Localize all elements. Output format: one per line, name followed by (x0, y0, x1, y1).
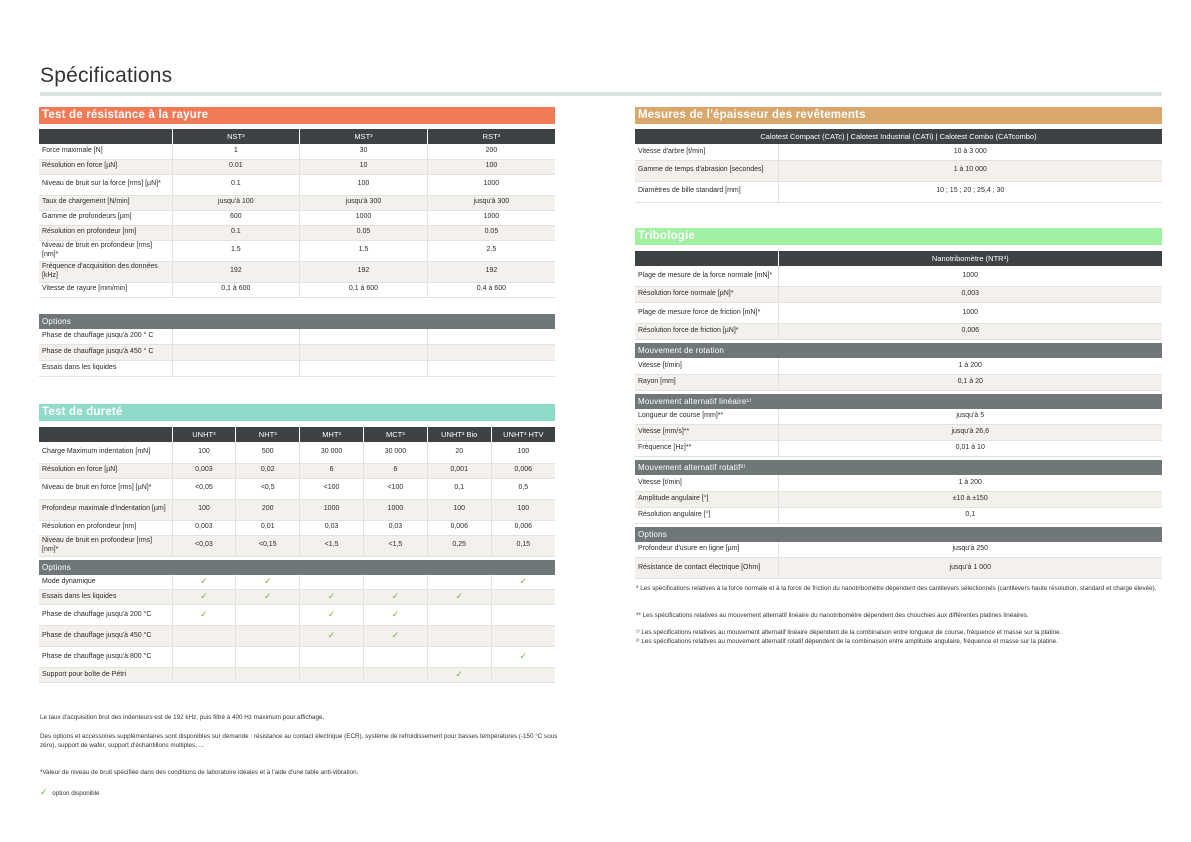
check-icon: ✓ (391, 590, 400, 601)
cell-value: 1000 (363, 499, 427, 520)
empty-cell (172, 361, 300, 377)
row-label: Taux de chargement [N/min] (39, 195, 172, 210)
scratch-options-title: Options (39, 314, 555, 329)
cell-value: jusqu'à 250 (778, 542, 1162, 558)
row-label: Vitesse [mm/s]** (635, 425, 778, 441)
option-label: Mode dynamique (39, 575, 172, 590)
note-noise: *Valeur de niveau de bruit spécifiée dans des conditions de laboratoire idéales et à l'aide d'une table anti-vibration. (40, 769, 359, 776)
table-row (39, 195, 555, 210)
check-icon: ✓ (200, 590, 208, 601)
row-label: Résolution force de friction [µN]* (635, 324, 778, 340)
cell-value: jusqu'à 5 (778, 409, 1162, 425)
cell-value: 30 000 (363, 442, 427, 463)
cell-value: 0,1 (427, 478, 491, 499)
option-cell (236, 590, 300, 605)
cell-value: 100 (172, 442, 236, 463)
coating-table (635, 129, 1162, 203)
cell-value: jusqu'à 300 (300, 195, 428, 210)
check-icon: ✓ (327, 629, 336, 640)
cell-value: 0,001 (427, 463, 491, 478)
tribology-group-title: Mouvement de rotation (635, 343, 1162, 358)
row-label: Vitesse de rayure [mm/min] (39, 282, 172, 297)
table-row (39, 647, 555, 668)
table-row (635, 542, 1162, 558)
tribology-group-table (635, 358, 1162, 391)
empty-cell (427, 361, 555, 377)
cell-value: 0,4 à 600 (427, 282, 555, 297)
option-cell (363, 590, 427, 605)
cell-value: 1 à 200 (778, 475, 1162, 491)
legend-label: option disponible (52, 790, 100, 797)
table-row (635, 409, 1162, 425)
table-row (39, 144, 555, 159)
option-cell (300, 590, 364, 605)
cell-value: <1,5 (300, 535, 364, 556)
option-cell (236, 626, 300, 647)
tribology-group-table (635, 266, 1162, 341)
note-tribo-2: ** Les spécifications relatives au mouvement alternatif linéaire du nanotribomètre dépendent des chouchies aux différentes platines linéaires. (636, 612, 1029, 619)
table-row (39, 520, 555, 535)
column-header: UNHT³ Bio (427, 427, 491, 442)
table-row (635, 475, 1162, 491)
empty-cell (427, 329, 555, 345)
tribology-header-table (635, 251, 1162, 266)
cell-value: 0,006 (491, 520, 555, 535)
cell-value: 0,006 (491, 463, 555, 478)
cell-value: 10 (300, 159, 428, 174)
row-label: Fréquence d'acquisition des données [kHz] (39, 261, 172, 282)
column-header: MHT³ (300, 427, 364, 442)
hardness-options-table (39, 575, 555, 684)
cell-value: 0.1 (172, 174, 300, 195)
option-cell (300, 647, 364, 668)
cell-value: 0,006 (427, 520, 491, 535)
table-row (39, 442, 555, 463)
table-row (39, 345, 555, 361)
cell-value: jusqu'à 1 000 (778, 558, 1162, 579)
row-label: Profondeur maximale d'indentation [µm] (39, 499, 172, 520)
table-row (39, 463, 555, 478)
table-row (635, 441, 1162, 457)
option-label: Essais dans les liquides (39, 590, 172, 605)
cell-value: <100 (300, 478, 364, 499)
option-cell (491, 647, 555, 668)
row-label: Diamètres de bille standard [mm] (635, 181, 778, 202)
option-cell (427, 590, 491, 605)
row-label: Force maximale [N] (39, 144, 172, 159)
cell-value: 1000 (427, 210, 555, 225)
tribology-section-title: Tribologie (635, 228, 1162, 245)
option-cell (172, 605, 236, 626)
legend (40, 788, 240, 798)
right-column (635, 107, 1162, 579)
cell-value: 1 (172, 144, 300, 159)
coating-header: Calotest Compact (CATc) | Calotest Industrial (CATi) | Calotest Combo (CATcombo) (635, 129, 1162, 144)
row-label: Plage de mesure force de friction [mN]* (635, 303, 778, 324)
cell-value: jusqu'à 100 (172, 195, 300, 210)
option-cell (491, 605, 555, 626)
tribology-group-table (635, 409, 1162, 458)
cell-value: 0,01 à 10 (778, 441, 1162, 457)
empty-cell (172, 345, 300, 361)
cell-value: 1000 (427, 174, 555, 195)
tribology-group-table (635, 475, 1162, 524)
option-cell (427, 605, 491, 626)
note-acquisition: Le taux d'acquisition brut des indenteurs est de 192 kHz, puis filtré à 400 Hz maximum pour affichage. (40, 714, 325, 721)
tribology-group-title: Options (635, 527, 1162, 542)
cell-value: 500 (236, 442, 300, 463)
hardness-section-title: Test de dureté (39, 404, 555, 421)
option-cell (427, 626, 491, 647)
option-cell (172, 668, 236, 683)
cell-value: 2.5 (427, 240, 555, 261)
cell-value: 6 (300, 463, 364, 478)
row-label: Profondeur d'usure en ligne [µm] (635, 542, 778, 558)
table-row (39, 261, 555, 282)
cell-value: 0,1 à 600 (172, 282, 300, 297)
table-row (635, 266, 1162, 287)
cell-value: <0,5 (236, 478, 300, 499)
cell-value: 1000 (778, 303, 1162, 324)
column-header: MST³ (300, 129, 428, 144)
row-label: Résolution angulaire [°] (635, 507, 778, 523)
check-icon: ✓ (391, 629, 400, 640)
cell-value: 0,1 à 20 (778, 374, 1162, 390)
cell-value: 30 (300, 144, 428, 159)
cell-value: 100 (300, 174, 428, 195)
cell-value: 0,15 (491, 535, 555, 556)
row-label: Vitesse [t/min] (635, 358, 778, 374)
table-row (635, 287, 1162, 303)
cell-value: 0,1 (778, 507, 1162, 523)
cell-value: 1.5 (300, 240, 428, 261)
row-label: Charge Maximum indentation [mN] (39, 442, 172, 463)
cell-value: 1 à 200 (778, 358, 1162, 374)
cell-value: 0,02 (236, 463, 300, 478)
table-row (39, 329, 555, 345)
row-label: Niveau de bruit en profondeur [rms] [nm]* (39, 535, 172, 556)
cell-value: 192 (172, 261, 300, 282)
cell-value: <0,03 (172, 535, 236, 556)
row-label: Résolution force normale [µN]* (635, 287, 778, 303)
table-row (39, 478, 555, 499)
row-label: Longueur de course [mm]** (635, 409, 778, 425)
option-cell (172, 626, 236, 647)
table-row (39, 626, 555, 647)
table-row (39, 174, 555, 195)
cell-value: 192 (300, 261, 428, 282)
option-label: Support pour boîte de Pétri (39, 668, 172, 683)
row-label: Gamme de temps d'abrasion [secondes] (635, 160, 778, 181)
row-label: Niveau de bruit en force [rms] [µN]* (39, 478, 172, 499)
row-label: Vitesse [t/min] (635, 475, 778, 491)
option-cell (427, 668, 491, 683)
option-cell (172, 575, 236, 590)
check-icon: ✓ (263, 575, 272, 586)
scratch-section-title: Test de résistance à la rayure (39, 107, 555, 124)
option-cell (300, 668, 364, 683)
cell-value: ±10 à ±150 (778, 491, 1162, 507)
option-label: Phase de chauffage jusqu'à 800 °C (39, 647, 172, 668)
option-cell (172, 590, 236, 605)
empty-header (635, 251, 778, 266)
cell-value: 1000 (300, 210, 428, 225)
cell-value: 10 ; 15 ; 20 ; 25,4 ; 30 (778, 181, 1162, 202)
option-label: Essais dans les liquides (39, 361, 172, 377)
option-cell (363, 647, 427, 668)
cell-value: 0,006 (778, 324, 1162, 340)
cell-value: 0,25 (427, 535, 491, 556)
cell-value: <1,5 (363, 535, 427, 556)
option-cell (236, 647, 300, 668)
cell-value: 200 (236, 499, 300, 520)
tribology-group-table (635, 542, 1162, 580)
empty-cell (300, 361, 428, 377)
cell-value: 0,03 (363, 520, 427, 535)
check-icon: ✓ (455, 590, 463, 601)
row-label: Résolution en profondeur [nm] (39, 225, 172, 240)
option-cell (236, 605, 300, 626)
note-tribo-4: ²⁾ Les spécifications relatives au mouvement alternatif rotatif dépendent de la combinaison entre amplitude angulaire, fréquence et masse sur la platine. (636, 638, 1058, 645)
table-row (635, 144, 1162, 160)
option-cell (427, 647, 491, 668)
table-row (635, 324, 1162, 340)
option-cell (427, 575, 491, 590)
empty-cell (300, 345, 428, 361)
column-header (39, 129, 172, 144)
option-cell (236, 668, 300, 683)
cell-value: 200 (427, 144, 555, 159)
cell-value: 100 (491, 442, 555, 463)
option-cell (300, 626, 364, 647)
scratch-options-table (39, 329, 555, 378)
empty-cell (172, 329, 300, 345)
table-row (635, 558, 1162, 579)
table-row (635, 358, 1162, 374)
cell-value: 0,003 (778, 287, 1162, 303)
option-label: Phase de chauffage jusqu'à 200 °C (39, 605, 172, 626)
check-icon: ✓ (263, 590, 272, 601)
column-header: RST³ (427, 129, 555, 144)
cell-value: 0,003 (172, 463, 236, 478)
cell-value: jusqu'à 26,6 (778, 425, 1162, 441)
table-row (39, 159, 555, 174)
tribology-group-title: Mouvement alternatif rotatif²⁾ (635, 460, 1162, 475)
cell-value: <100 (363, 478, 427, 499)
table-row (39, 210, 555, 225)
column-header: NHT³ (236, 427, 300, 442)
row-label: Résolution en profondeur [nm] (39, 520, 172, 535)
cell-value: <0,05 (172, 478, 236, 499)
option-cell (172, 647, 236, 668)
cell-value: 0.01 (172, 159, 300, 174)
header-row (635, 251, 1162, 266)
option-cell (363, 626, 427, 647)
cell-value: 1 à 10 000 (778, 160, 1162, 181)
table-row (635, 425, 1162, 441)
row-label: Gamme de profondeurs [µm] (39, 210, 172, 225)
table-row (39, 225, 555, 240)
cell-value: 0,01 (236, 520, 300, 535)
table-row (39, 590, 555, 605)
empty-cell (427, 345, 555, 361)
option-label: Phase de chauffage jusqu'à 450 °C (39, 626, 172, 647)
row-label: Niveau de bruit sur la force [rms] [µN]* (39, 174, 172, 195)
check-icon: ✓ (200, 608, 208, 619)
option-cell (491, 590, 555, 605)
cell-value: 600 (172, 210, 300, 225)
cell-value: 100 (427, 159, 555, 174)
table-row (39, 535, 555, 556)
check-icon: ✓ (519, 575, 528, 586)
cell-value: 0.1 (172, 225, 300, 240)
option-cell (491, 626, 555, 647)
cell-value: 192 (427, 261, 555, 282)
check-icon: ✓ (519, 650, 528, 661)
cell-value: 20 (427, 442, 491, 463)
cell-value: 100 (172, 499, 236, 520)
column-header: UNHT³ HTV (491, 427, 555, 442)
option-cell (363, 668, 427, 683)
tribology-group-title: Mouvement alternatif linéaire¹⁾ (635, 394, 1162, 409)
row-label: Résolution en force [µN] (39, 159, 172, 174)
table-row (635, 160, 1162, 181)
scratch-table (39, 129, 555, 298)
option-label: Phase de chauffage jusqu'à 450 ° C (39, 345, 172, 361)
title-rule (40, 92, 1162, 96)
check-icon: ✓ (40, 787, 48, 797)
cell-value: 0,1 à 600 (300, 282, 428, 297)
table-row (39, 282, 555, 297)
cell-value: 0,003 (172, 520, 236, 535)
cell-value: 0,03 (300, 520, 364, 535)
tribology-block (635, 251, 1162, 580)
option-cell (236, 575, 300, 590)
check-icon: ✓ (200, 575, 208, 586)
cell-value: 6 (363, 463, 427, 478)
check-icon: ✓ (391, 608, 400, 619)
cell-value: 30 000 (300, 442, 364, 463)
table-row (39, 499, 555, 520)
empty-cell (300, 329, 428, 345)
table-row (39, 605, 555, 626)
table-row (635, 181, 1162, 202)
row-label: Vitesse d'arbre [t/min] (635, 144, 778, 160)
left-column (39, 107, 555, 683)
table-row (635, 303, 1162, 324)
check-icon: ✓ (327, 590, 336, 601)
cell-value: 1.5 (172, 240, 300, 261)
column-header: NST³ (172, 129, 300, 144)
coating-section-title: Mesures de l'épaisseur des revêtements (635, 107, 1162, 124)
cell-value: 1000 (300, 499, 364, 520)
table-row (635, 374, 1162, 390)
note-tribo-1: * Les spécifications relatives à la force normale et à la force de friction du nanotribomètre dépendent des cantilevers sélectionnés (cantilevers haute résolution, standard et charge élevée). (636, 585, 1157, 592)
table-row (39, 575, 555, 590)
row-label: Amplitude angulaire [°] (635, 491, 778, 507)
option-cell (491, 575, 555, 590)
check-icon: ✓ (455, 668, 463, 679)
row-label: Niveau de bruit en profondeur [rms] [nm]* (39, 240, 172, 261)
table-row (635, 491, 1162, 507)
option-cell (300, 605, 364, 626)
cell-value: 100 (427, 499, 491, 520)
hardness-table (39, 427, 555, 557)
option-label: Phase de chauffage jusqu'à 200 ° C (39, 329, 172, 345)
column-header: UNHT³ (172, 427, 236, 442)
note-options: Des options et accessoires supplémentaires sont disponibles sur demande : résistance au contact électrique (ECR), système de refroidissement pour basses températures (-150 °C sous zéro), support de wafer, support d'échantillons multiples, ... (40, 733, 558, 749)
row-label: Plage de mesure de la force normale [mN]* (635, 266, 778, 287)
table-row (39, 361, 555, 377)
row-label: Résolution en force [µN] (39, 463, 172, 478)
option-cell (491, 668, 555, 683)
tribology-header: Nanotribomètre (NTR³) (778, 251, 1162, 266)
cell-value: 100 (491, 499, 555, 520)
option-cell (363, 605, 427, 626)
option-cell (363, 575, 427, 590)
hardness-options-title: Options (39, 560, 555, 575)
cell-value: 0,5 (491, 478, 555, 499)
option-cell (300, 575, 364, 590)
page-title: Spécifications (40, 64, 173, 87)
row-label: Fréquence [Hz]** (635, 441, 778, 457)
cell-value: 1000 (778, 266, 1162, 287)
cell-value: 0.05 (427, 225, 555, 240)
cell-value: jusqu'à 300 (427, 195, 555, 210)
table-row (635, 507, 1162, 523)
cell-value: 10 à 3 000 (778, 144, 1162, 160)
check-icon: ✓ (327, 608, 336, 619)
row-label: Résistance de contact électrique [Ohm] (635, 558, 778, 579)
note-tribo-3: ¹⁾ Les spécifications relatives au mouvement alternatif linéaire dépendent de la combinaison entre longueur de course, fréquence et masse sur la platine. (636, 629, 1062, 636)
column-header: MCT³ (363, 427, 427, 442)
cell-value: 0.05 (300, 225, 428, 240)
table-row (39, 668, 555, 683)
column-header (39, 427, 172, 442)
cell-value: <0,15 (236, 535, 300, 556)
row-label: Rayon [mm] (635, 374, 778, 390)
table-row (39, 240, 555, 261)
